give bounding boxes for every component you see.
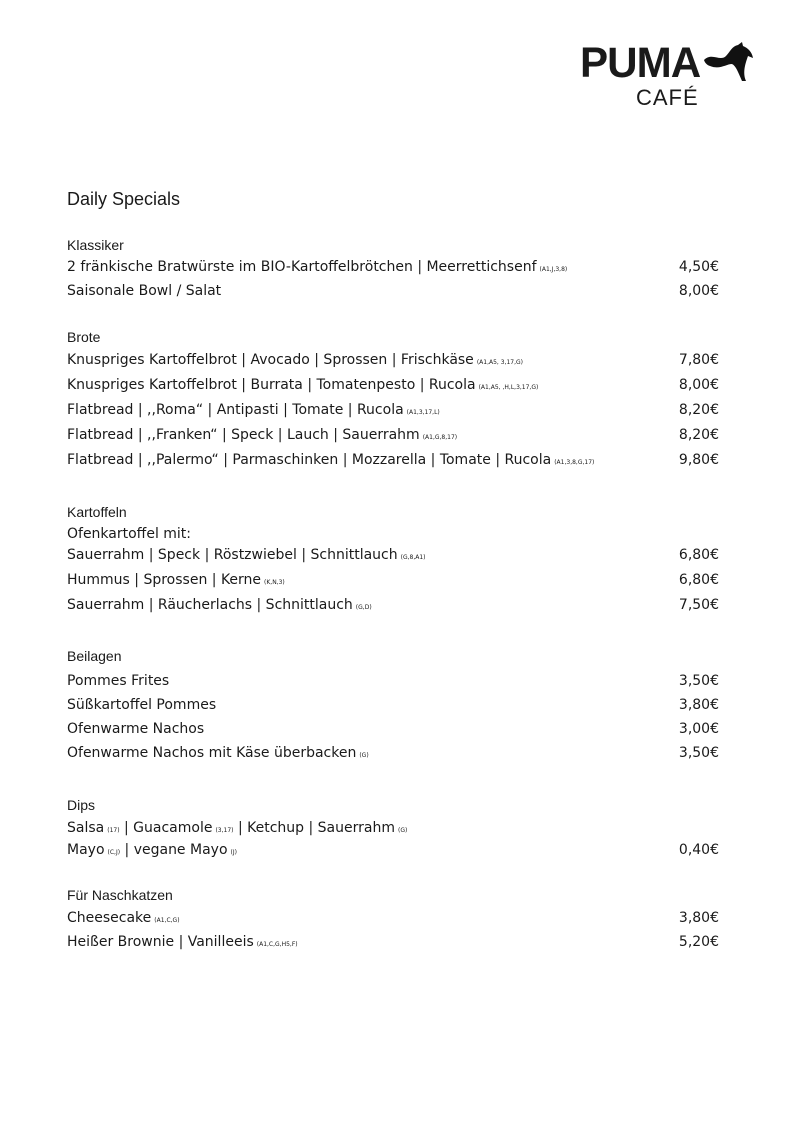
menu-item: Pommes Frites (67, 673, 170, 689)
menu-item: Flatbread | ,,Roma“ | Antipasti | Tomate | Rucola (A1,3,17,L) (67, 402, 440, 418)
section-subheading: Ofenkartoffel mit: (67, 526, 192, 542)
puma-cafe-logo (580, 40, 755, 112)
menu-price: 3,80€ (678, 697, 719, 713)
allergen-codes: (G,8,A1) (400, 554, 426, 561)
menu-item: Flatbread | ,,Franken“ | Speck | Lauch | Sauerrahm (A1,G,8,17) (67, 427, 458, 443)
menu-item: Ofenwarme Nachos mit Käse überbacken (G) (67, 745, 369, 761)
section-heading-dips: Dips (67, 797, 96, 813)
menu-item: Saisonale Bowl / Salat (67, 283, 222, 299)
allergen-codes: (A1,3,8,G,17) (554, 459, 595, 466)
section-heading-brote: Brote (67, 329, 101, 345)
menu-item: Süßkartoffel Pommes (67, 697, 217, 713)
menu-price: 6,80€ (678, 547, 719, 563)
menu-price: 6,80€ (678, 572, 719, 588)
menu-item: Salsa (17) | Guacamole (3,17) | Ketchup | Sauerrahm (G) (67, 820, 408, 836)
menu-price: 7,50€ (678, 597, 719, 613)
allergen-codes: (G) (359, 752, 369, 759)
menu-item: Sauerrahm | Räucherlachs | Schnittlauch (G,D) (67, 597, 372, 613)
menu-item: 2 fränkische Bratwürste im BIO-Kartoffelbrötchen | Meerrettichsenf (A1,J,3,8) (67, 259, 568, 275)
menu-price: 3,50€ (678, 745, 719, 761)
allergen-codes: (A1,C,G) (154, 917, 180, 924)
allergen-codes: (A1,J,3,8) (539, 266, 568, 273)
menu-price: 8,00€ (678, 377, 719, 393)
menu-price: 3,50€ (678, 673, 719, 689)
logo-cafe-text: CAFÉ (636, 85, 699, 110)
menu-price: 9,80€ (678, 452, 719, 468)
allergen-codes: (C,J) (107, 849, 121, 856)
menu-item: Mayo (C,J) | vegane Mayo (J) (67, 842, 237, 858)
allergen-codes: (G) (397, 827, 408, 834)
allergen-codes: (A1,A5, ,H,L,3,17,G) (478, 384, 539, 391)
allergen-codes: (3,17) (215, 827, 234, 834)
page-title: Daily Specials (67, 189, 181, 209)
menu-item: Knuspriges Kartoffelbrot | Avocado | Sprossen | Frischkäse (A1,A5, 3,17,G) (67, 352, 523, 368)
menu-price: 5,20€ (678, 934, 719, 950)
allergen-codes: (K,N,3) (264, 579, 285, 586)
allergen-codes: (A1,3,17,L) (406, 409, 440, 416)
allergen-codes: (17) (107, 827, 120, 834)
menu-price: 4,50€ (678, 259, 719, 275)
logo-wordmark: PUMA (580, 39, 701, 87)
menu-item: Heißer Brownie | Vanilleeis (A1,C,G,H5,F) (67, 934, 298, 950)
section-heading-kartoffeln: Kartoffeln (67, 504, 127, 520)
menu-price: 8,20€ (678, 427, 719, 443)
menu-price: 7,80€ (678, 352, 719, 368)
allergen-codes: (A1,C,G,H5,F) (256, 941, 298, 948)
menu-item: Knuspriges Kartoffelbrot | Burrata | Tomatenpesto | Rucola (A1,A5, ,H,L,3,17,G) (67, 377, 539, 393)
menu-price: 8,20€ (678, 402, 719, 418)
menu-price: 3,00€ (678, 721, 719, 737)
puma-cat-icon (702, 42, 754, 82)
menu-price: 3,80€ (678, 910, 719, 926)
section-heading-beilagen: Beilagen (67, 648, 122, 664)
menu-item: Ofenwarme Nachos (67, 721, 205, 737)
menu-price: 8,00€ (678, 283, 719, 299)
menu-price: 0,40€ (678, 842, 719, 858)
menu-item: Cheesecake (A1,C,G) (67, 910, 180, 926)
section-heading-klassiker: Klassiker (67, 237, 124, 253)
allergen-codes: (A1,A5, 3,17,G) (476, 359, 523, 366)
allergen-codes: (A1,G,8,17) (422, 434, 458, 441)
menu-item: Sauerrahm | Speck | Röstzwiebel | Schnittlauch (G,8,A1) (67, 547, 426, 563)
menu-item: Hummus | Sprossen | Kerne (K,N,3) (67, 572, 285, 588)
allergen-codes: (G,D) (355, 604, 372, 611)
allergen-codes: (J) (230, 849, 237, 856)
section-heading-naschkatzen: Für Naschkatzen (67, 887, 173, 903)
menu-item: Flatbread | ,,Palermo“ | Parmaschinken | Mozzarella | Tomate | Rucola (A1,3,8,G,17) (67, 452, 595, 468)
